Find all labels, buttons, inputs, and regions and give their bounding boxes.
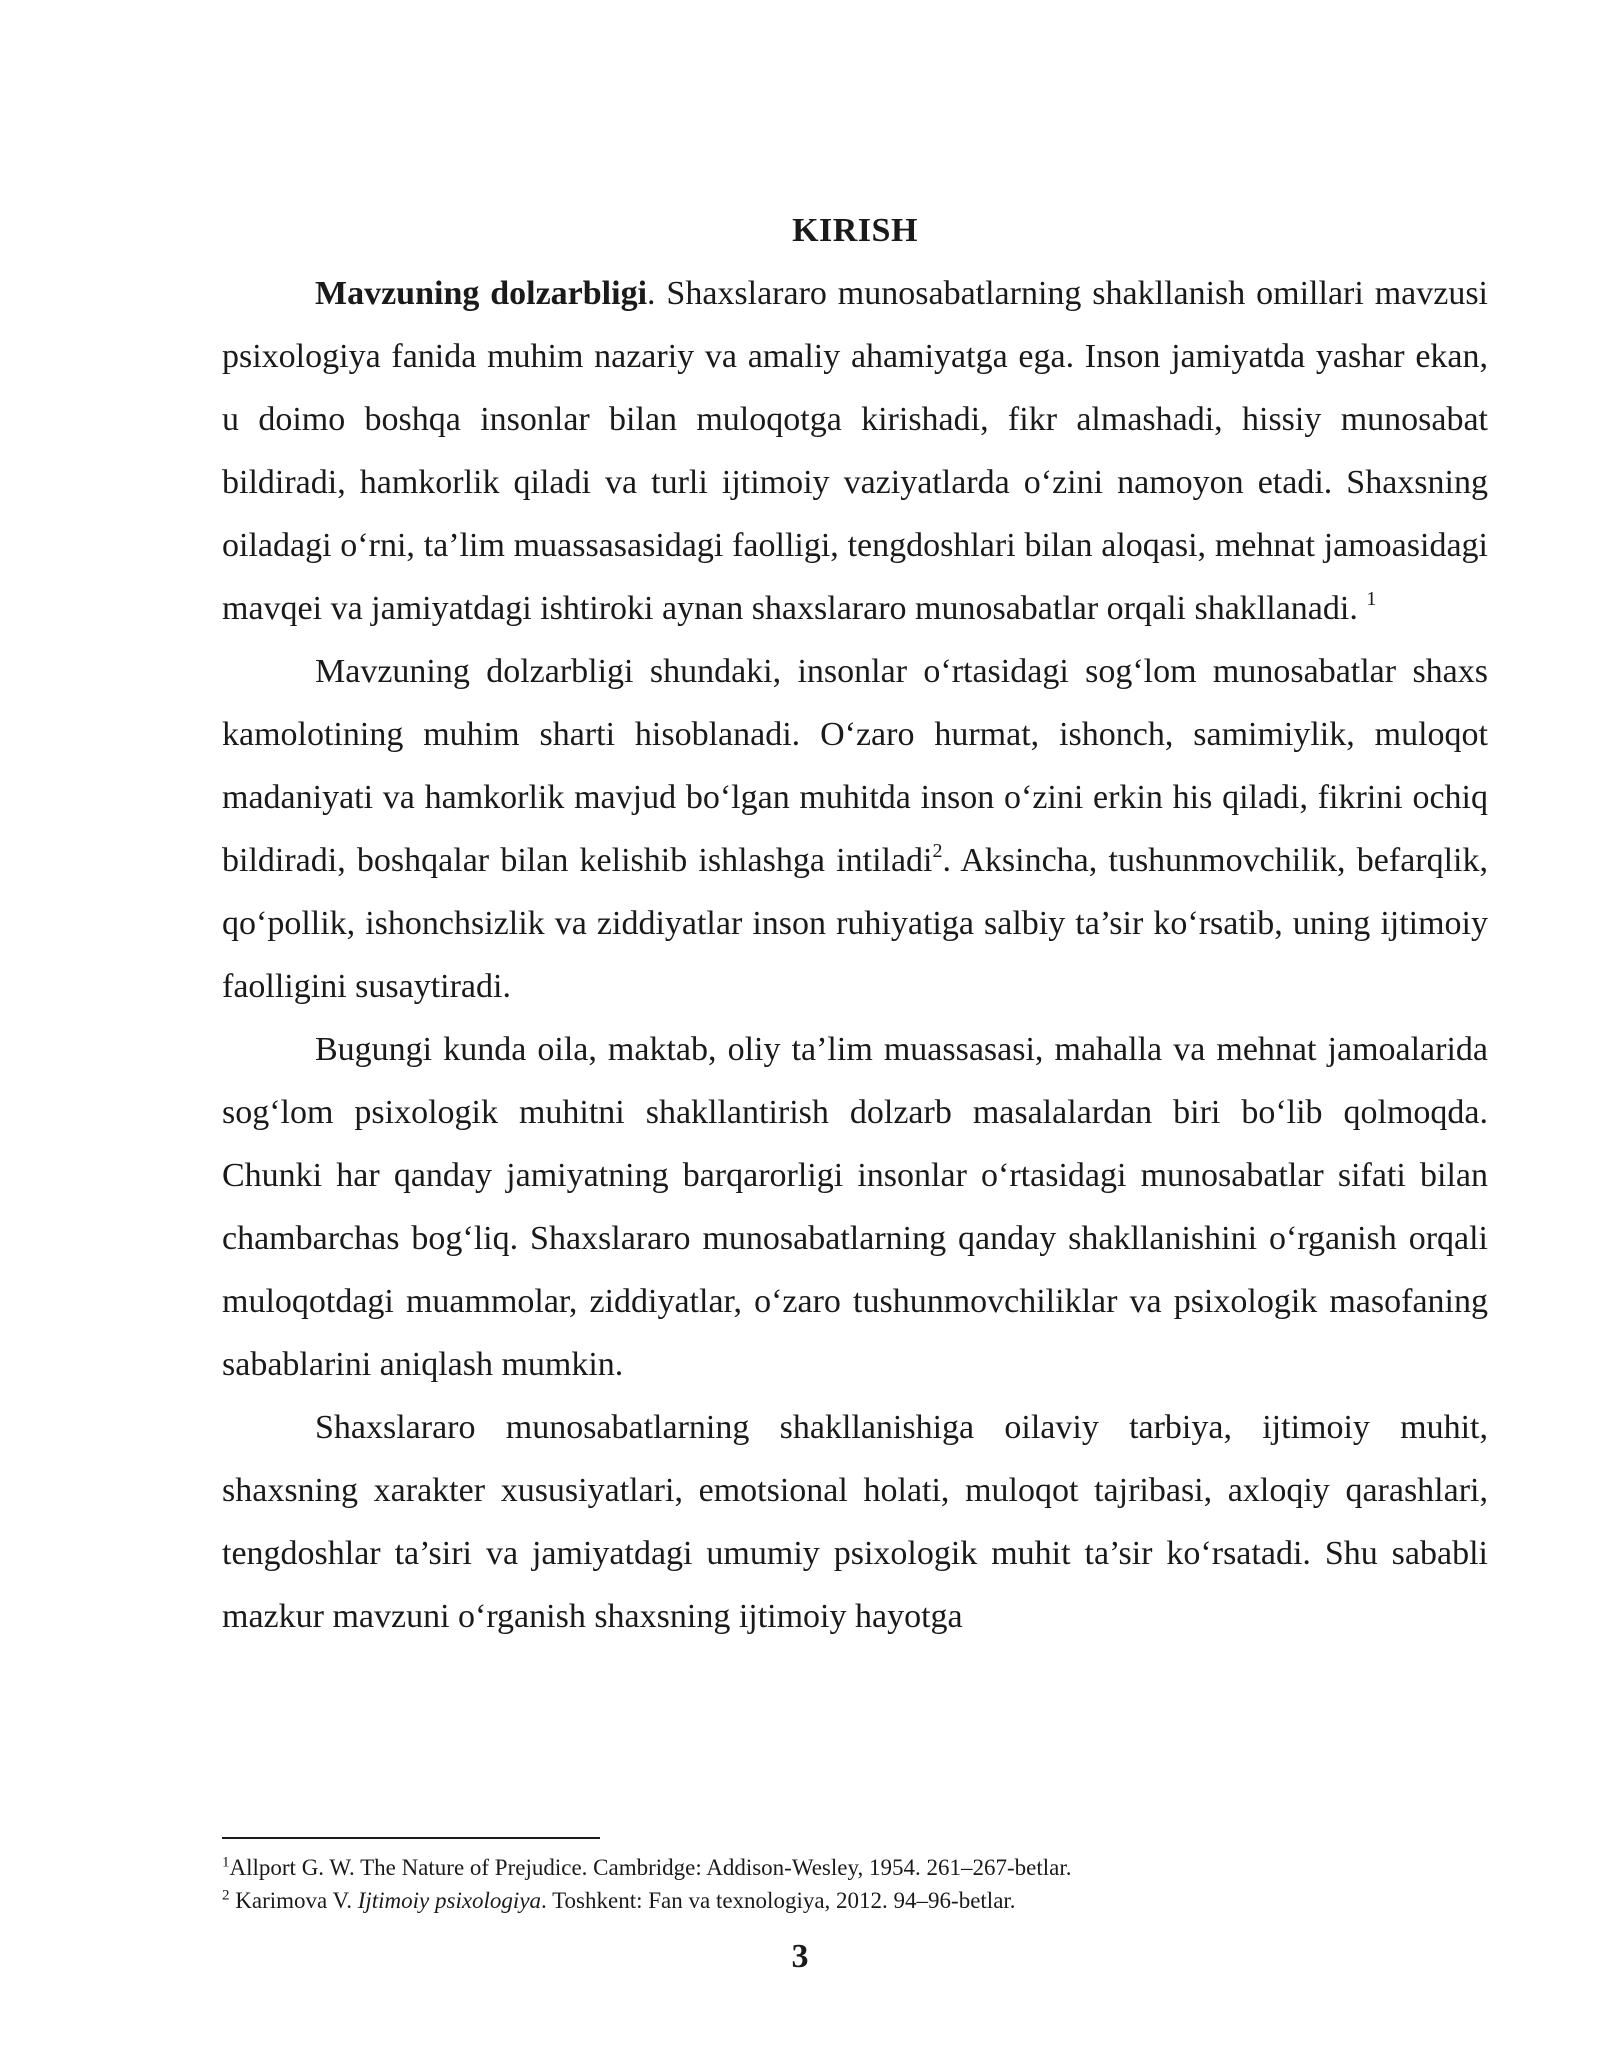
footnote-2 [222,1884,1488,1917]
footnote-text: Allport G. W. The Nature of Prejudice. Cambridge: Addison-Wesley, 1954. 261–267-betlar. [229,1855,1072,1880]
paragraph-psychological-climate: Bugungi kunda oila, maktab, oliy ta’lim muassasasi, mahalla va mehnat jamoalarida sog‘lom psixologik muhitni shakllantirish dolzarb masalalardan biri bo‘lib qolmoqda. Chunki har qanday jamiyatning barqarorligi insonlar o‘rtasidagi munosabatlar sifati bilan chambarchas bog‘liq. Shaxslararo munosabatlarning qanday shakllanishini o‘rganish orqali muloqotdagi muammolar, ziddiyatlar, o‘zaro tushunmovchiliklar va psixologik masofaning sabablarini aniqlash mumkin. [222,1031,1488,1383]
paragraph-formation-factors: Shaxslararo munosabatlarning shakllanishiga oilaviy tarbiya, ijtimoiy muhit, shaxsning xarakter xususiyatlari, emotsional holati, muloqot tajribasi, axloqiy qarashlari, tengdoshlar ta’siri va jamiyatdagi umumiy psixologik muhit ta’sir ko‘rsatadi. Shu sababli mazkur mavzuni o‘rganish shaxsning ijtimoiy hayotga [222,1409,1488,1635]
footnote-marker: 2 [222,1887,230,1904]
paragraph-text: . Shaxslararo munosabatlarning shakllanish omillari mavzusi psixologiya fanida muhim nazariy va amaliy ahamiyatga ega. Inson jamiyatda yashar ekan, u doimo boshqa insonlar bilan muloqotga kirishadi, fikr almashadi, hissiy munosabat bildiradi, hamkorlik qiladi va turli ijtimoiy vaziyatlarda o‘zini namoyon etadi. Shaxsning oiladagi o‘rni, ta’lim muassasasidagi faolligi, tengdoshlari bilan aloqasi, mehnat jamoasidagi mavqei va jamiyatdagi ishtiroki aynan shaxslararo munosabatlar orqali shakllanadi. [222,275,1488,627]
footnote-book-title: Ijtimoiy psixologiya [357,1888,542,1913]
page-number: 3 [791,1938,809,1975]
footnote-reference[interactable]: 1 [1366,587,1377,610]
footnote-1 [222,1851,1488,1884]
footnote-marker: 1 [222,1854,230,1871]
footnote-text: . Toshkent: Fan va texnologiya, 2012. 94–96-betlar. [541,1888,1016,1913]
paragraph-text: Mavzuning dolzarbligi shundaki, insonlar o‘rtasidagi sog‘lom munosabatlar shaxs kamolotining muhim sharti hisoblanadi. O‘zaro hurmat, ishonch, samimiylik, muloqot madaniyati va hamkorlik mavjud bo‘lgan muhitda inson o‘zini erkin his qiladi, fikrini ochiq bildiradi, boshqalar bilan kelishib ishlashga intiladi [222,653,1488,879]
footnote-separator [222,1837,600,1839]
paragraph-relevance [222,262,1488,640]
section-heading: KIRISH [792,212,918,249]
paragraph-bold-lead: Mavzuning dolzarbligi [315,275,648,312]
footnote-reference[interactable]: 2 [932,839,943,862]
document-body [222,200,1488,1648]
footnote-text: Karimova V. [229,1888,358,1913]
paragraph-healthy-relations [222,640,1488,1018]
paragraph-text: . Aksincha, tushunmovchilik, befarqlik, qo‘pollik, ishonchsizlik va ziddiyatlar inson ruhiyatiga salbiy ta’sir ko‘rsatib, uning ijtimoiy faolligini susaytiradi. [222,842,1488,1005]
footnotes-section [222,1837,1488,1917]
